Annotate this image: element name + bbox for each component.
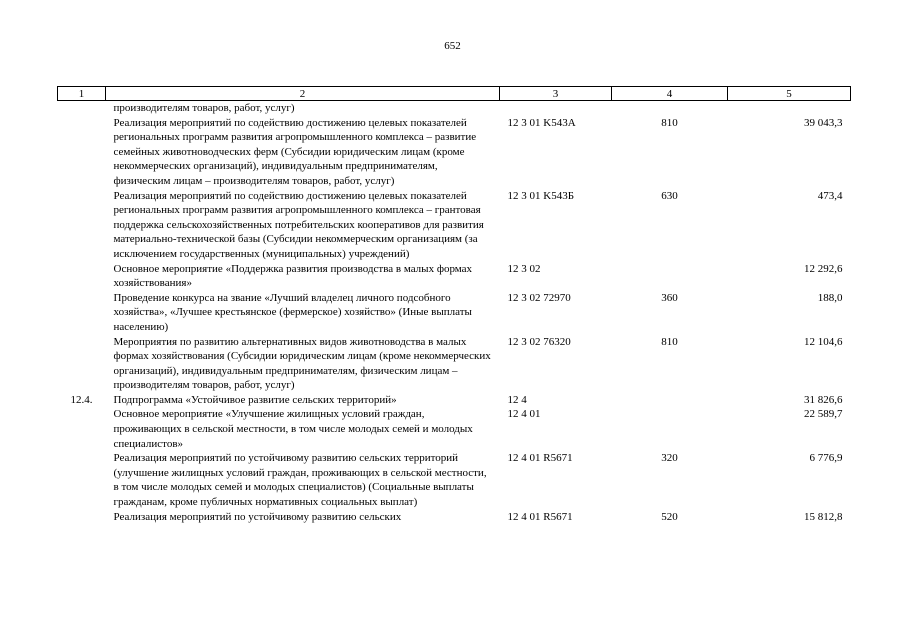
table-row [58, 262, 851, 291]
amount-cell: 12 104,6 [804, 335, 843, 348]
expense-type-cell [612, 393, 728, 408]
amount-cell: 31 826,6 [804, 393, 843, 406]
amount-cell: 22 589,7 [804, 408, 843, 421]
target-code-cell: 12 3 02 72970 [507, 291, 571, 304]
table-row [58, 335, 851, 393]
item-name-cell: Подпрограмма «Устойчивое развитие сельских территорий» [113, 393, 397, 406]
header-row [58, 87, 851, 101]
row-number-cell [58, 116, 106, 189]
table-row [58, 189, 851, 262]
item-name-cell: Проведение конкурса на звание «Лучший владелец личного подсобного хозяйства», «Лучшее крестьянское (фермерское) хозяйство» (Иные выплаты населению) [113, 291, 472, 333]
column-header-3: 3 [500, 87, 612, 101]
target-code-cell: 12 4 01 R5671 [507, 452, 573, 465]
budget-table [57, 86, 851, 524]
item-name-cell: производителям товаров, работ, услуг) [113, 102, 295, 114]
expense-type-cell: 630 [661, 189, 678, 202]
amount-cell: 6 776,9 [809, 452, 843, 465]
expense-type-cell: 360 [661, 291, 678, 304]
target-code-cell: 12 4 01 [507, 408, 541, 421]
amount-cell: 188,0 [817, 291, 843, 304]
amount-cell: 15 812,8 [804, 510, 843, 523]
item-name-cell: Основное мероприятие «Поддержка развития производства в малых формах хозяйствования» [113, 262, 473, 290]
item-name-cell: Реализация мероприятий по содействию достижению целевых показателей региональных программ развития агропромышленного комплекса – грантовая поддержка сельскохозяйственных потребительских кооперативов для развития материально-технической базы (Субсидии некоммерческим организациям (за исключением государственных (муниципальных) учреждений) [113, 189, 484, 260]
table-row [58, 407, 851, 451]
table-header [58, 87, 851, 101]
row-number-cell [58, 407, 106, 451]
expense-type-cell: 320 [661, 452, 678, 465]
target-code-cell: 12 3 02 [507, 262, 541, 275]
table-row [58, 393, 851, 408]
row-number-cell [58, 262, 106, 291]
column-header-5: 5 [728, 87, 851, 101]
target-code-cell: 12 4 01 R5671 [507, 510, 573, 523]
expense-type-cell: 810 [661, 116, 678, 129]
expense-type-cell [612, 262, 728, 291]
row-number-cell [58, 189, 106, 262]
amount-cell: 473,4 [817, 189, 843, 202]
amount-cell: 39 043,3 [804, 116, 843, 129]
row-number-cell [58, 335, 106, 393]
expense-type-cell [612, 407, 728, 451]
item-name-cell: Реализация мероприятий по содействию достижению целевых показателей региональных программ развития агропромышленного комплекса – развитие семейных животноводческих ферм (Субсидии юридическим лицам (кроме некоммерческих организаций), индивидуальным предпринимателям, физическим лицам – производителям товаров, работ, услуг) [113, 116, 477, 187]
target-code-cell: 12 4 [507, 393, 527, 406]
target-code-cell [500, 101, 612, 116]
item-name-cell: Реализация мероприятий по устойчивому развитию сельских территорий (улучшение жилищных условий граждан, проживающих в сельской местности, в том числе молодых семей и молодых специалистов) (Социальные выплаты гражданам, кроме публичных нормативных социальных выплат) [113, 452, 487, 509]
row-number-cell [58, 291, 106, 335]
table-row [58, 116, 851, 189]
table-body [58, 101, 851, 525]
item-name-cell: Мероприятия по развитию альтернативных видов животноводства в малых формах хозяйствования (Субсидии юридическим лицам (кроме некоммерческих организаций), индивидуальным предпринимателям, физическим лицам – производителям товаров, работ, услуг) [113, 335, 491, 392]
item-name-cell: Основное мероприятие «Улучшение жилищных условий граждан, проживающих в сельской местности, в том числе молодых семей и молодых специалистов» [113, 408, 473, 450]
table-row [58, 101, 851, 116]
table-row [58, 291, 851, 335]
column-header-1: 1 [58, 87, 106, 101]
expense-type-cell: 810 [661, 335, 678, 348]
row-number-cell: 12.4. [70, 393, 93, 406]
amount-cell [728, 101, 851, 116]
row-number-cell [58, 101, 106, 116]
table-row [58, 510, 851, 525]
expense-type-cell: 520 [661, 510, 678, 523]
target-code-cell: 12 3 01 K543Б [507, 189, 575, 202]
item-name-cell: Реализация мероприятий по устойчивому развитию сельских [113, 510, 402, 523]
amount-cell: 12 292,6 [804, 262, 843, 275]
page-number: 652 [444, 40, 461, 52]
row-number-cell [58, 451, 106, 509]
target-code-cell: 12 3 02 76320 [507, 335, 571, 348]
target-code-cell: 12 3 01 K543А [507, 116, 576, 129]
row-number-cell [58, 510, 106, 525]
expense-type-cell [612, 101, 728, 116]
column-header-2: 2 [106, 87, 500, 101]
table-row [58, 451, 851, 509]
column-header-4: 4 [612, 87, 728, 101]
